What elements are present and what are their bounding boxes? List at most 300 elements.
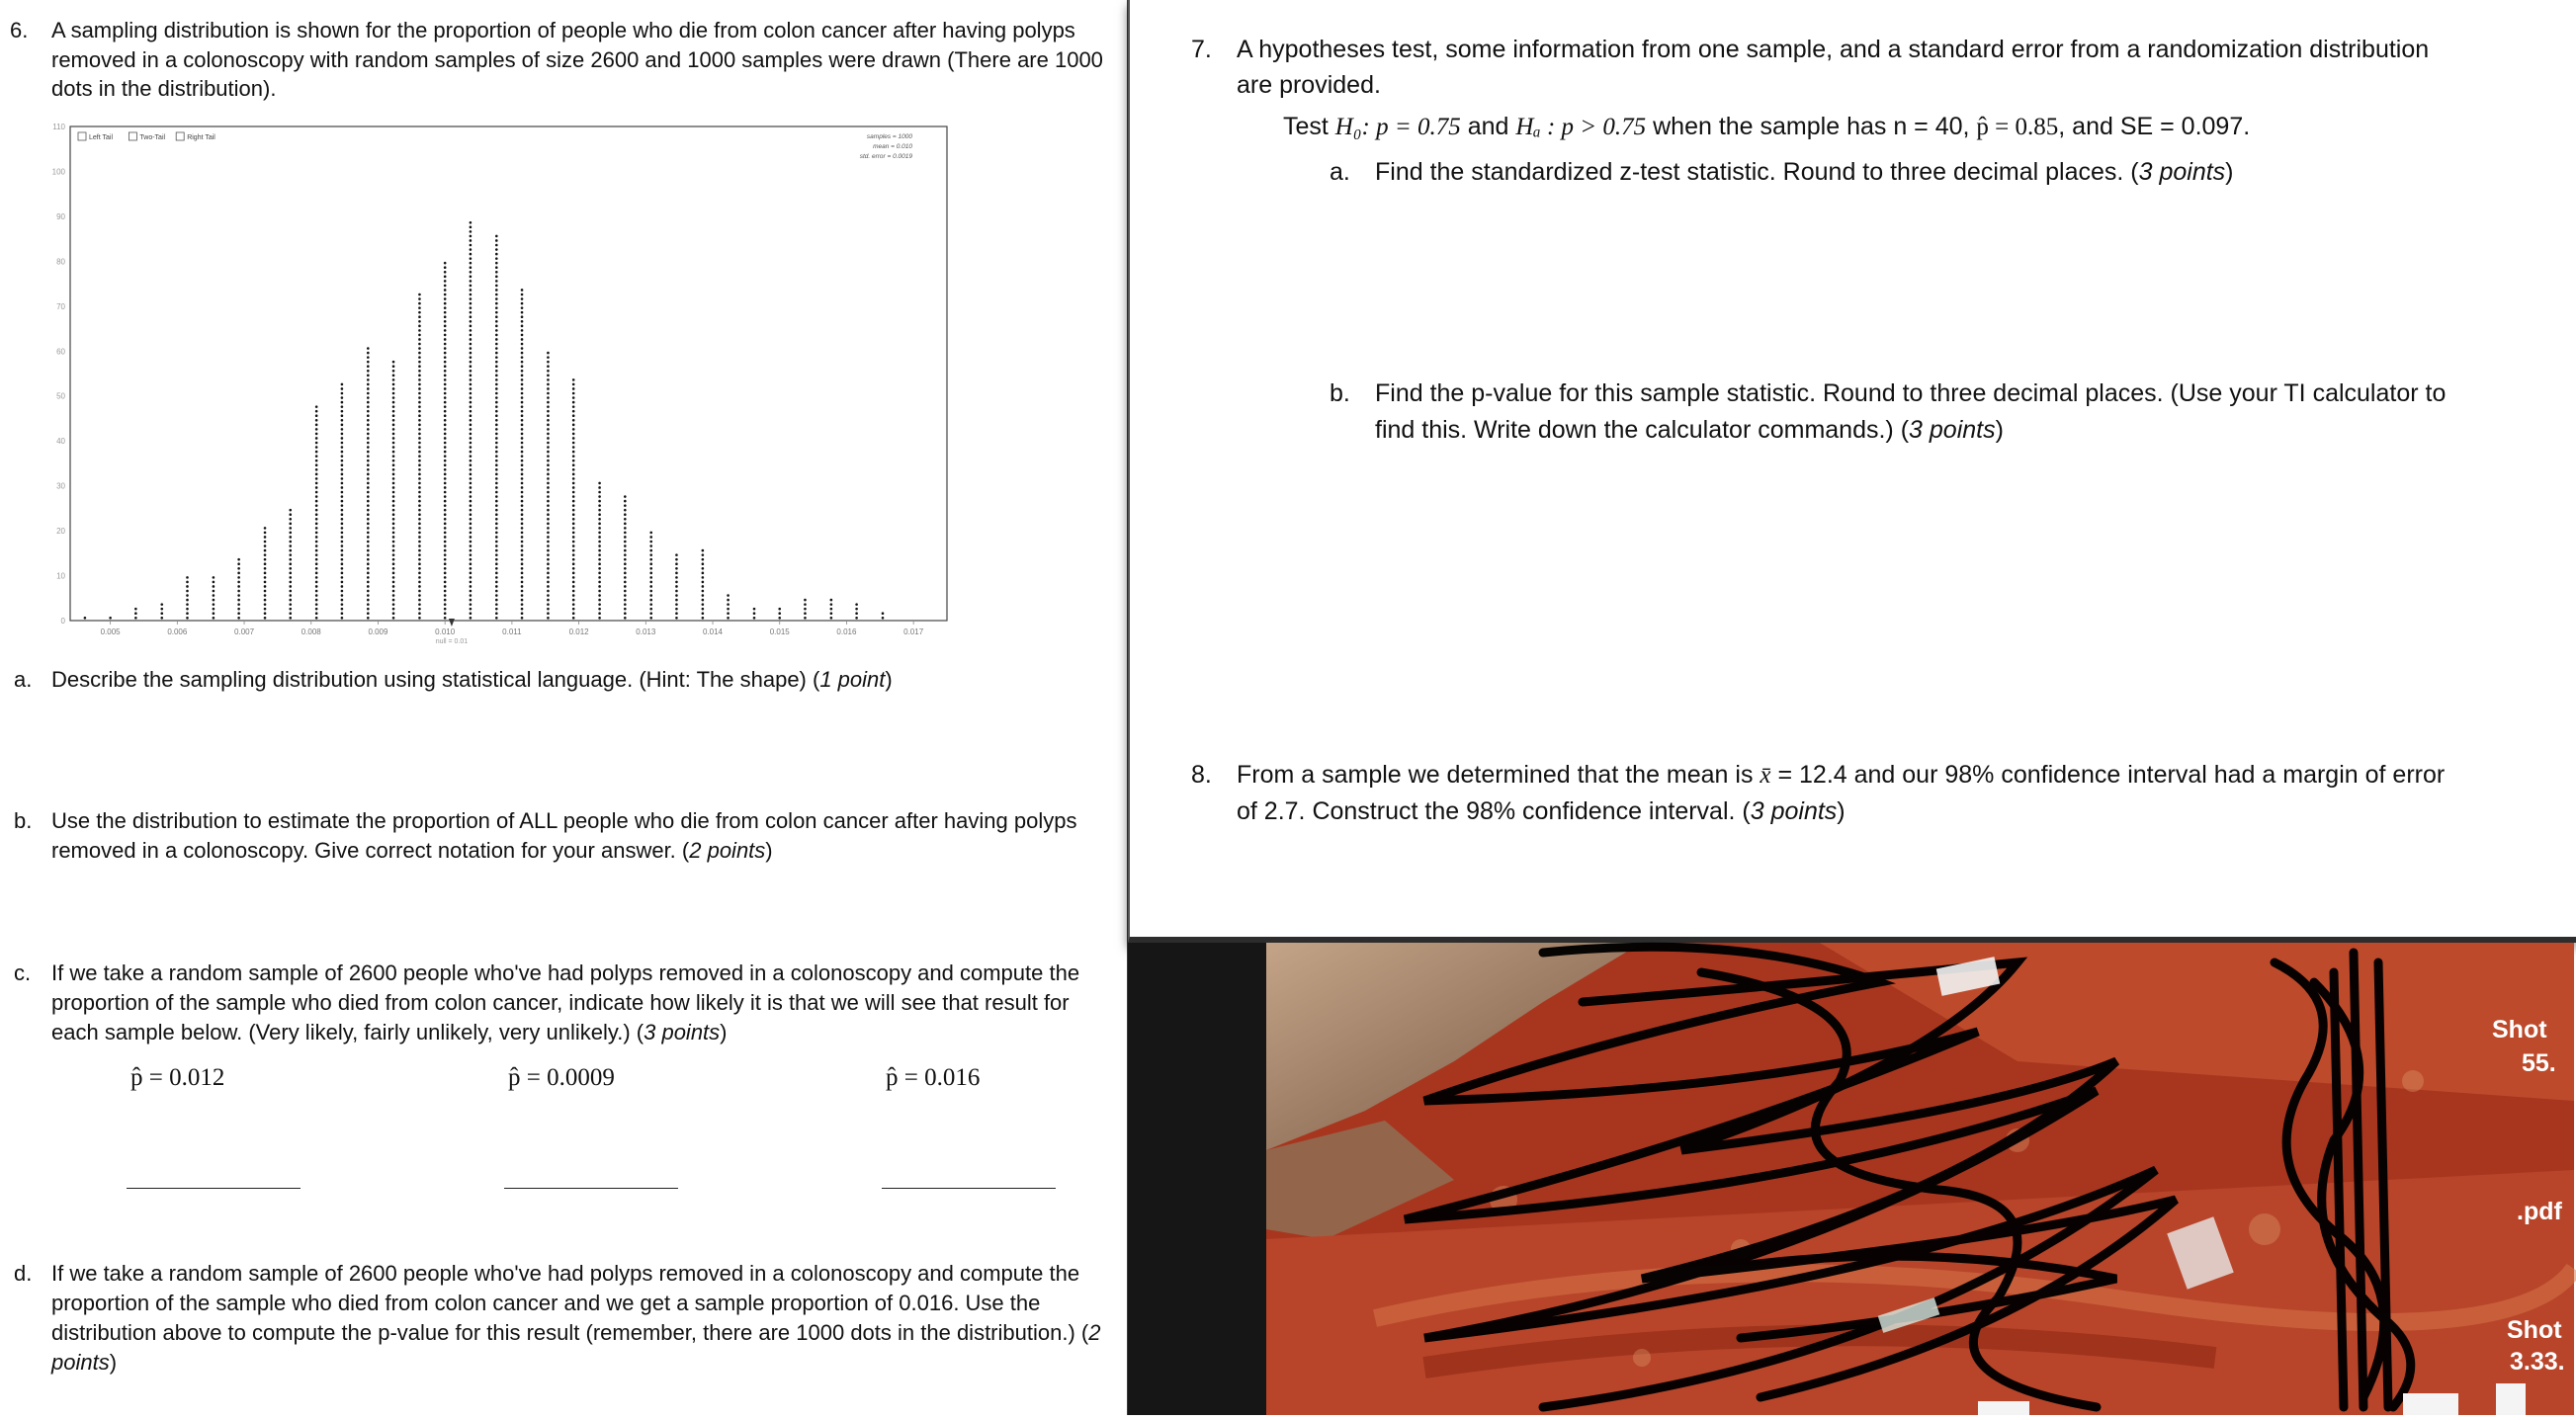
dot <box>572 509 575 512</box>
dot <box>598 594 601 597</box>
dot <box>727 608 730 611</box>
dot <box>444 361 447 364</box>
dot <box>315 576 318 579</box>
dot <box>392 590 395 593</box>
dot <box>418 544 421 547</box>
dot <box>289 585 292 588</box>
dot <box>444 523 447 526</box>
dot <box>702 608 705 611</box>
dot <box>392 401 395 404</box>
dot <box>264 581 267 584</box>
dot <box>289 567 292 570</box>
dot <box>392 365 395 368</box>
dot <box>649 599 652 602</box>
dot <box>547 562 550 565</box>
dot <box>418 428 421 431</box>
dot <box>289 599 292 602</box>
dot <box>341 482 344 485</box>
dot <box>315 414 318 417</box>
plot-frame <box>70 126 947 621</box>
dot <box>624 594 627 597</box>
x-tick-label: 0.012 <box>568 627 589 636</box>
dot <box>521 302 524 305</box>
dot <box>160 603 163 606</box>
desktop-file-label-1[interactable]: Shot <box>2492 1016 2547 1044</box>
dot <box>392 558 395 561</box>
dot <box>315 442 318 445</box>
x-tick-label: 0.009 <box>368 627 388 636</box>
dot <box>495 451 498 454</box>
dot <box>521 468 524 471</box>
tail-checkboxes <box>78 132 215 141</box>
dot <box>392 419 395 422</box>
dot <box>470 306 472 309</box>
dot <box>624 553 627 556</box>
dot <box>237 572 240 575</box>
dot <box>521 544 524 547</box>
dot <box>572 486 575 489</box>
dot <box>367 523 370 526</box>
dot <box>392 370 395 373</box>
dot <box>367 365 370 368</box>
dot <box>547 387 550 390</box>
dot <box>341 532 344 535</box>
dot <box>547 608 550 611</box>
dot <box>521 451 524 454</box>
dot <box>341 414 344 417</box>
dot <box>624 562 627 565</box>
dot <box>572 567 575 570</box>
dot <box>470 612 472 615</box>
dot <box>495 378 498 381</box>
dot <box>392 549 395 552</box>
dot <box>315 594 318 597</box>
dot <box>521 387 524 390</box>
dot <box>418 315 421 318</box>
dot <box>495 491 498 494</box>
dot <box>547 541 550 543</box>
dot <box>470 320 472 323</box>
dot <box>547 459 550 462</box>
dot <box>470 459 472 462</box>
dot <box>521 590 524 593</box>
dot <box>547 572 550 575</box>
dot <box>341 572 344 575</box>
dot <box>418 455 421 458</box>
dot <box>495 410 498 413</box>
dot <box>572 608 575 611</box>
dot <box>341 451 344 454</box>
dot <box>495 468 498 471</box>
dot <box>470 262 472 265</box>
dot <box>675 617 678 620</box>
dot <box>649 562 652 565</box>
dot <box>367 486 370 489</box>
dot <box>470 527 472 530</box>
dot <box>367 612 370 615</box>
dot <box>521 352 524 355</box>
desktop-file-label-5[interactable]: 3.33. <box>2510 1348 2565 1376</box>
dot <box>237 612 240 615</box>
dot <box>367 549 370 552</box>
dot <box>495 617 498 620</box>
dot-column <box>778 608 781 620</box>
dot <box>649 581 652 584</box>
dot <box>444 280 447 283</box>
dot <box>470 509 472 512</box>
dot <box>315 482 318 485</box>
dot <box>392 509 395 512</box>
dot <box>186 590 189 593</box>
dot <box>572 504 575 507</box>
y-tick-label: 100 <box>51 167 65 177</box>
dot <box>444 446 447 449</box>
dot <box>213 594 215 597</box>
dot <box>341 523 344 526</box>
dot <box>186 581 189 584</box>
dot <box>624 585 627 588</box>
dot <box>495 347 498 350</box>
dot <box>289 572 292 575</box>
dot <box>418 451 421 454</box>
dot <box>367 455 370 458</box>
dot <box>444 375 447 377</box>
dot <box>392 527 395 530</box>
desktop-file-label-2[interactable]: 55. <box>2522 1049 2556 1077</box>
dot <box>495 523 498 526</box>
dot <box>444 612 447 615</box>
dot <box>470 468 472 471</box>
dot <box>160 612 163 615</box>
dot <box>521 567 524 570</box>
dot <box>264 590 267 593</box>
dot <box>315 541 318 543</box>
dot <box>444 433 447 436</box>
dot <box>264 617 267 620</box>
dot <box>315 486 318 489</box>
dot <box>418 491 421 494</box>
dot <box>341 599 344 602</box>
dot <box>598 603 601 606</box>
dot <box>418 486 421 489</box>
dot <box>367 558 370 561</box>
qb-line2: removed in a colonoscopy. Give correct notation for your answer. (2 points) <box>51 838 773 863</box>
dot <box>470 581 472 584</box>
dot <box>521 562 524 565</box>
q7b-line1: Find the p-value for this sample statistic. Round to three decimal places. (Use your TI calculator to <box>1375 379 2447 407</box>
dot <box>470 302 472 305</box>
dot <box>649 544 652 547</box>
dot <box>289 617 292 620</box>
answer-blank-1 <box>127 1188 301 1189</box>
dot <box>264 562 267 565</box>
dot <box>341 437 344 440</box>
dot <box>572 612 575 615</box>
dot <box>341 383 344 386</box>
dot <box>392 585 395 588</box>
dot <box>367 495 370 498</box>
dot <box>495 532 498 535</box>
dot <box>418 477 421 480</box>
dot <box>186 585 189 588</box>
dot <box>521 437 524 440</box>
dot <box>444 541 447 543</box>
dot <box>341 513 344 516</box>
dot <box>392 536 395 539</box>
qd-line1: If we take a random sample of 2600 people who've had polyps removed in a colonoscopy and compute the <box>51 1261 1080 1286</box>
dot <box>572 532 575 535</box>
dot <box>572 491 575 494</box>
dot <box>264 599 267 602</box>
dot <box>495 463 498 466</box>
dot <box>418 325 421 328</box>
dot <box>495 549 498 552</box>
dot <box>367 424 370 427</box>
dot <box>392 562 395 565</box>
dot <box>598 523 601 526</box>
dot <box>315 468 318 471</box>
dot <box>495 315 498 318</box>
dot <box>521 477 524 480</box>
dot <box>470 603 472 606</box>
dot <box>624 500 627 503</box>
dot <box>521 513 524 516</box>
dot <box>315 437 318 440</box>
distribution-stats <box>860 133 913 160</box>
dot <box>598 486 601 489</box>
dot <box>649 549 652 552</box>
dot <box>315 558 318 561</box>
dot <box>675 567 678 570</box>
dot <box>213 608 215 611</box>
dot <box>495 599 498 602</box>
dot <box>470 463 472 466</box>
dot <box>624 504 627 507</box>
dot <box>649 567 652 570</box>
dot <box>264 608 267 611</box>
dot-column <box>727 594 730 619</box>
dot <box>521 370 524 373</box>
dot <box>341 477 344 480</box>
dot <box>367 387 370 390</box>
dot <box>237 603 240 606</box>
dot <box>649 608 652 611</box>
dot <box>547 378 550 381</box>
dot <box>495 365 498 368</box>
dot <box>367 572 370 575</box>
dot <box>444 585 447 588</box>
dot <box>470 383 472 386</box>
dot <box>264 536 267 539</box>
dot <box>444 581 447 584</box>
dot <box>470 504 472 507</box>
dot <box>675 576 678 579</box>
dot <box>237 567 240 570</box>
dot <box>547 383 550 386</box>
dot <box>392 459 395 462</box>
dot <box>367 468 370 471</box>
dot <box>444 553 447 556</box>
dot <box>521 433 524 436</box>
dot <box>572 405 575 408</box>
dot <box>186 608 189 611</box>
dot <box>470 311 472 314</box>
dot <box>315 617 318 620</box>
dot <box>264 594 267 597</box>
dot <box>624 536 627 539</box>
dot <box>572 419 575 422</box>
dot <box>547 361 550 364</box>
dot <box>418 562 421 565</box>
dot <box>470 451 472 454</box>
dot <box>649 612 652 615</box>
dot <box>830 617 833 620</box>
dot <box>521 495 524 498</box>
dot <box>521 297 524 300</box>
dot <box>495 405 498 408</box>
desktop-wallpaper <box>1128 943 2574 1415</box>
dot <box>341 463 344 466</box>
dot <box>470 572 472 575</box>
dot <box>315 495 318 498</box>
x-tick-label: 0.013 <box>636 627 656 636</box>
dot <box>572 410 575 413</box>
dot <box>418 302 421 305</box>
dot-column <box>572 378 575 620</box>
dot <box>289 576 292 579</box>
dot <box>392 428 395 431</box>
dot <box>341 433 344 436</box>
x-tick-label: 0.016 <box>836 627 857 636</box>
dot <box>495 375 498 377</box>
dot-column <box>830 599 833 620</box>
y-tick-label: 0 <box>60 617 65 626</box>
dot <box>418 320 421 323</box>
dot <box>470 221 472 224</box>
stat-line: mean = 0.010 <box>873 143 912 150</box>
dot <box>418 392 421 395</box>
dot <box>367 594 370 597</box>
dot <box>495 306 498 309</box>
dot <box>444 428 447 431</box>
dot <box>778 608 781 611</box>
dot <box>547 352 550 355</box>
dot <box>186 612 189 615</box>
dot <box>213 585 215 588</box>
dot <box>495 424 498 427</box>
dot <box>649 536 652 539</box>
desktop-file-label-4[interactable]: Shot <box>2507 1316 2562 1344</box>
dot <box>521 558 524 561</box>
dot <box>547 500 550 503</box>
dot <box>521 594 524 597</box>
dot <box>495 297 498 300</box>
dot <box>315 491 318 494</box>
tail-checkbox <box>78 132 86 140</box>
dot <box>547 567 550 570</box>
q6-line1: A sampling distribution is shown for the proportion of people who die from colon cancer after having polyps <box>51 18 1075 42</box>
dot <box>444 495 447 498</box>
y-tick-label: 20 <box>56 527 65 537</box>
dot <box>444 486 447 489</box>
dot <box>186 599 189 602</box>
dot <box>470 315 472 318</box>
dot <box>444 455 447 458</box>
dot <box>882 617 885 620</box>
dot <box>470 266 472 269</box>
dot <box>547 463 550 466</box>
dot <box>572 433 575 436</box>
dot <box>572 459 575 462</box>
dot <box>521 338 524 341</box>
dot <box>341 612 344 615</box>
dot <box>341 486 344 489</box>
dot <box>418 576 421 579</box>
dot <box>418 536 421 539</box>
dot <box>444 414 447 417</box>
dot <box>315 428 318 431</box>
dot <box>418 414 421 417</box>
dot <box>547 401 550 404</box>
dot <box>547 617 550 620</box>
dot <box>341 500 344 503</box>
dot <box>470 244 472 247</box>
dot <box>521 486 524 489</box>
dot <box>418 347 421 350</box>
dot <box>341 455 344 458</box>
dot <box>495 325 498 328</box>
dot-column <box>315 405 318 619</box>
dot <box>598 527 601 530</box>
dot <box>572 523 575 526</box>
dot <box>392 405 395 408</box>
x-tick-label: 0.007 <box>234 627 255 636</box>
dot <box>495 276 498 279</box>
dot <box>495 536 498 539</box>
dot <box>315 477 318 480</box>
dot <box>804 617 807 620</box>
dot <box>470 365 472 368</box>
dot <box>264 603 267 606</box>
q7-line1: A hypotheses test, some information from one sample, and a standard error from a randomization distribution <box>1237 36 2430 63</box>
dot <box>470 446 472 449</box>
dot <box>521 347 524 350</box>
dot <box>521 446 524 449</box>
dot <box>186 603 189 606</box>
dot <box>418 572 421 575</box>
dot <box>521 289 524 292</box>
phat-0.0009: p̂ = 0.0009 <box>508 1064 615 1091</box>
dot <box>547 585 550 588</box>
dot <box>495 473 498 476</box>
q6-line2: removed in a colonoscopy with random samples of size 2600 and 1000 samples were drawn (There are 1000 <box>51 47 1103 72</box>
dot <box>367 567 370 570</box>
dot <box>495 329 498 332</box>
dot <box>289 590 292 593</box>
dot <box>547 532 550 535</box>
dot <box>444 558 447 561</box>
dot <box>675 572 678 575</box>
dot <box>598 495 601 498</box>
qc-line3: each sample below. (Very likely, fairly unlikely, very unlikely.) (3 points) <box>51 1020 728 1044</box>
dot <box>624 590 627 593</box>
dot <box>418 437 421 440</box>
desktop-file-label-3[interactable]: .pdf <box>2517 1198 2562 1225</box>
dot <box>470 375 472 377</box>
dot <box>418 383 421 386</box>
dot <box>470 433 472 436</box>
dot-column <box>134 608 137 620</box>
